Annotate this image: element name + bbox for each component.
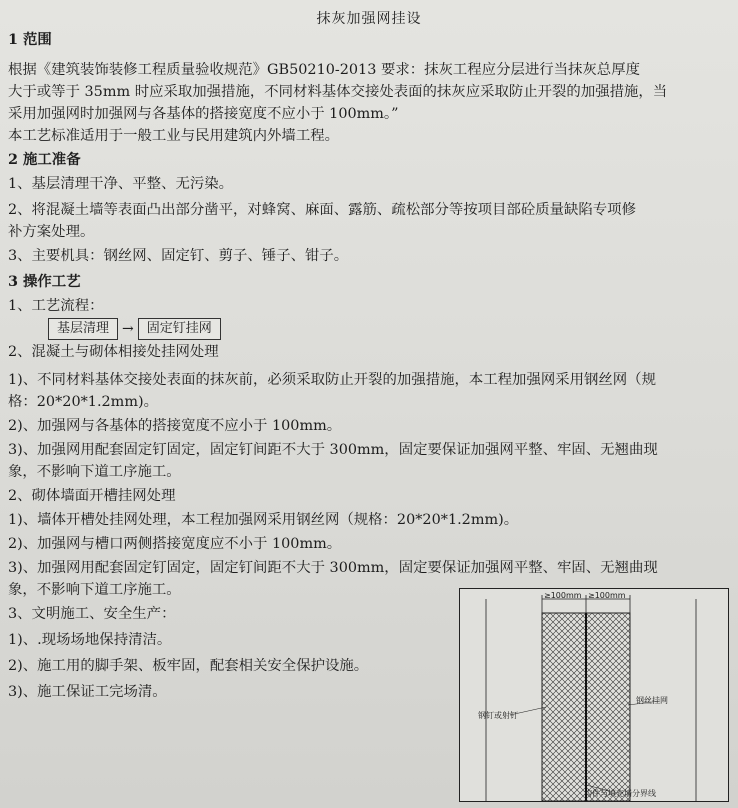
text-line: 2、混凝土与砌体相接处挂网处理 (8, 344, 219, 360)
text-line: 根据《建筑装饰装修工程质量验收规范》GB50210-2013 要求：抹灰工程应分层进行当抹灰总厚度 (8, 62, 640, 78)
flow-step-nail-mesh: 固定钉挂网 (138, 318, 221, 340)
text-line: 采用加强网时加强网与各基体的搭接宽度不应小于 100mm。” (8, 106, 399, 122)
text-line: 3)、施工保证工完场清。 (8, 684, 167, 700)
text-line: 1、工艺流程： (8, 298, 104, 314)
text-line: 象，不影响下道工序施工。 (8, 464, 181, 480)
dimension-label-left: ≥100mm (544, 591, 582, 600)
mesh-diagram (459, 588, 729, 802)
text-line: 3、主要机具：钢丝网、固定钉、剪子、锤子、钳子。 (8, 248, 349, 264)
section-heading: 1 范围 (8, 31, 52, 48)
section-heading: 3 操作工艺 (8, 273, 81, 290)
text-line: 1)、.现场场地保持清洁。 (8, 632, 172, 648)
text-line: 3)、加强网用配套固定钉固定，固定钉间距不大于 300mm，固定要保证加强网平整、牢固、无翘曲现 (8, 442, 658, 458)
text-line: 2)、加强网与各基体的搭接宽度不应小于 100mm。 (8, 418, 342, 434)
mesh-diagram-svg (460, 589, 728, 801)
text-line: 补方案处理。 (8, 224, 95, 240)
document-title: 抹灰加强网挂设 (316, 11, 422, 27)
text-line: 2、将混凝土墙等表面凸出部分凿平，对蜂窝、麻面、露筋、疏松部分等按项目部砼质量缺陷专项修 (8, 202, 636, 218)
text-line: 3)、加强网用配套固定钉固定，固定钉间距不大于 300mm，固定要保证加强网平整、牢固、无翘曲现 (8, 560, 658, 576)
dimension-label-right: ≥100mm (588, 591, 626, 600)
mesh-label: 钢丝挂网 (636, 696, 668, 705)
flow-step-base-cleaning: 基层清理 (48, 318, 118, 340)
boundary-label: 构件与填充墙分界线 (584, 789, 656, 798)
text-line: 3、文明施工、安全生产： (8, 606, 176, 622)
text-line: 1)、不同材料基体交接处表面的抹灰前，必须采取防止开裂的加强措施，本工程加强网采用钢丝网（规 (8, 372, 656, 388)
text-line: 象，不影响下道工序施工。 (8, 582, 181, 598)
text-line: 2)、加强网与槽口两侧搭接宽度应不小于 100mm。 (8, 536, 342, 552)
section-heading: 2 施工准备 (8, 151, 81, 168)
text-line: 2、砌体墙面开槽挂网处理 (8, 488, 176, 504)
text-line: 2)、施工用的脚手架、板牢固，配套相关安全保护设施。 (8, 658, 369, 674)
text-line: 本工艺标准适用于一般工业与民用建筑内外墙工程。 (8, 128, 339, 144)
flow-arrow: → (122, 321, 134, 337)
nail-label: 钢钉或射钉 (478, 711, 518, 720)
process-flow (48, 318, 221, 340)
text-line: 1、基层清理干净、平整、无污染。 (8, 176, 234, 192)
text-line: 格：20*20*1.2mm)。 (8, 394, 158, 410)
text-line: 大于或等于 35mm 时应采取加强措施，不同材料基体交接处表面的抹灰应采取防止开裂的加强措施，当 (8, 84, 668, 100)
text-line: 1)、墙体开槽处挂网处理，本工程加强网采用钢丝网（规格：20*20*1.2mm)。 (8, 512, 519, 528)
